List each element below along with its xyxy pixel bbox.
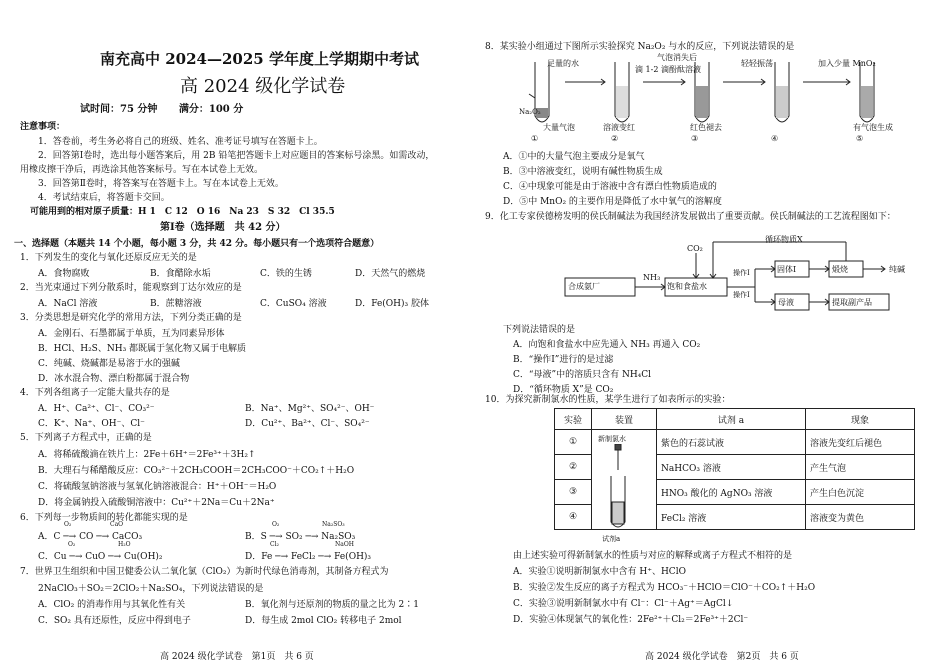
- q1-option-d: D．天然气的燃烧: [355, 269, 426, 279]
- q2-option-a: A．NaCl 溶液: [38, 299, 98, 309]
- q6-option-c: C．Cu ─→ CuO ─→ Cu(OH)₂: [38, 552, 163, 562]
- q9-option-a: A．向饱和食盐水中应先通入 NH₃ 再通入 CO₂: [513, 340, 701, 350]
- q7-option-b: B．氧化剂与还原剂的物质的量之比为 2∶1: [245, 600, 419, 610]
- q8-label: ①: [531, 134, 539, 143]
- q8-label: ④: [771, 134, 779, 143]
- q9-flow-label: 纯碱: [889, 265, 905, 274]
- q8-label: 红色褪去: [690, 123, 722, 132]
- q5-option-c: C．将硫酸氢钠溶液与氢氧化钠溶液混合：H⁺＋OH⁻＝H₂O: [38, 482, 277, 492]
- q8-label: 加入少量 MnO₂: [818, 59, 876, 68]
- q1-option-c: C．铁的生锈: [260, 269, 312, 279]
- page-footer: 高 2024 级化学试卷 第1页 共 6 页: [160, 652, 314, 662]
- q6-arrow-label: O₂: [64, 521, 72, 528]
- q10-experiment-table: [554, 408, 915, 543]
- question-2: 2．当光束通过下列分散系时，能观察到丁达尔效应的是: [20, 283, 242, 293]
- note-line: 2．回答第Ⅰ卷时，选出每小题答案后，用 2B 铅笔把答题卡上对应题目的答案标号涂黑。如需改动，: [38, 151, 435, 161]
- table-cell: 溶液变为黄色: [806, 505, 915, 530]
- q8-label: 足量的水: [547, 59, 579, 68]
- q9-flow-box: 母液: [778, 298, 794, 307]
- q8-option-b: B．③中溶液变红，说明有碱性物质生成: [503, 167, 663, 177]
- table-cell: 产生白色沉淀: [806, 480, 915, 505]
- table-cell: 溶液先变红后褪色: [806, 430, 915, 455]
- dropper-tube-icon: [596, 444, 646, 534]
- exam-score: 满分：100 分: [178, 104, 244, 115]
- question-1: 1．下列发生的变化与氧化还原反应无关的是: [20, 253, 197, 263]
- device-label: 新制氯水: [598, 435, 626, 443]
- atomic-masses: 可能用到的相对原子质量：H 1 C 12 O 16 Na 23 S 32 Cl 35.5: [30, 207, 335, 217]
- q6-arrow-label: CaO: [110, 521, 124, 528]
- device-cell: [592, 430, 657, 543]
- q7-equation: 2NaClO₃＋SO₂＝2ClO₂＋Na₂SO₄，下列说法错误的是: [38, 584, 264, 594]
- q10-question: 由上述实验可得新制氯水的性质与对应的解释或离子方程式不相符的是: [513, 551, 793, 561]
- q3-option-a: A．金刚石、石墨都属于单质，互为同素异形体: [38, 329, 225, 339]
- table-cell: ③: [555, 480, 592, 505]
- q6-option-d: D．Fe ─→ FeCl₂ ─→ Fe(OH)₃: [245, 552, 372, 562]
- q5-option-b: B．大理石与稀醋酸反应：CO₃²⁻＋2CH₃COOH＝2CH₃COO⁻＋CO₂↑＋H₂O: [38, 466, 355, 476]
- table-cell: NaHCO₃ 溶液: [657, 455, 806, 480]
- table-cell: ④: [555, 505, 592, 530]
- q9-option-b: B．“操作Ⅰ”进行的是过滤: [513, 355, 614, 365]
- table-header: 现象: [806, 409, 915, 430]
- q6-arrow-label: NaOH: [335, 541, 354, 548]
- q8-label: ⑤: [856, 134, 864, 143]
- q8-label: 轻轻振荡: [741, 59, 773, 68]
- q6-option-b: B．S ─→ SO₂ ─→ Na₂SO₃: [245, 532, 356, 542]
- exam-meta: [80, 100, 261, 115]
- q3-option-c: C．纯碱、烧碱都是易溶于水的强碱: [38, 359, 180, 369]
- q3-option-d: D．冰水混合物、漂白粉都属于混合物: [38, 374, 190, 384]
- q9-option-d: D．“循环物质 X”是 CO₂: [513, 385, 614, 395]
- q9-flow-box: 提取副产品: [832, 298, 872, 307]
- table-header: 实验: [555, 409, 592, 430]
- q3-option-b: B．HCl、H₂S、NH₃ 都既属于氢化物又属于电解质: [38, 344, 247, 354]
- q8-label: Na₂O₂: [519, 108, 541, 116]
- q9-option-c: C．“母液”中的溶质只含有 NH₄Cl: [513, 370, 652, 380]
- q6-arrow-label: O₂: [68, 541, 76, 548]
- right-column: [475, 0, 930, 671]
- left-column: [0, 0, 455, 671]
- question-10: 10．为探究新制氯水的性质，某学生进行了如表所示的实验：: [485, 395, 731, 405]
- question-9: 9．化工专家侯德榜发明的侯氏制碱法为我国经济发展做出了重要贡献。侯氏制碱法的工艺流程图如下：: [485, 212, 896, 222]
- q9-flow-box: 饱和食盐水: [667, 282, 707, 291]
- table-cell: 产生气泡: [806, 455, 915, 480]
- q9-flow-label: CO₂: [687, 244, 703, 253]
- question-4: 4．下列各组离子一定能大量共存的是: [20, 388, 170, 398]
- section-instructions: 一、选择题（本题共 14 个小题，每小题 3 分，共 42 分。每小题只有一个选项符合题意）: [14, 239, 380, 249]
- exam-title: 南充高中 2024—2025 学年度上学期期中考试: [100, 50, 419, 68]
- q2-option-b: B．蔗糖溶液: [150, 299, 202, 309]
- q6-option-a: A．C ─→ CO ─→ CaCO₃: [38, 532, 143, 542]
- q10-option-b: B．实验②发生反应的离子方程式为 HCO₃⁻＋HClO＝ClO⁻＋CO₂↑＋H₂O: [513, 583, 816, 593]
- q10-option-c: C．实验③说明新制氯水中有 Cl⁻：Cl⁻＋Ag⁺＝AgCl↓: [513, 599, 734, 609]
- exam-time: 试时间：75 分钟: [80, 104, 158, 115]
- q8-label: ②: [611, 134, 619, 143]
- q9-flow-label: NH₃: [643, 273, 661, 282]
- q10-option-d: D．实验④体现氯气的氧化性：2Fe²⁺＋Cl₂＝2Fe³⁺＋2Cl⁻: [513, 615, 749, 625]
- exam-subtitle: 高 2024 级化学试卷: [180, 76, 346, 97]
- q5-option-a: A．将稀硫酸滴在铁片上：2Fe＋6H⁺＝2Fe³⁺＋3H₂↑: [38, 450, 256, 460]
- q1-option-a: A．食物腐败: [38, 269, 90, 279]
- q8-option-d: D．⑤中 MnO₂ 的主要作用是降低了水中氧气的溶解度: [503, 197, 722, 207]
- table-header: 试剂 a: [657, 409, 806, 430]
- q4-option-b: B．Na⁺、Mg²⁺、SO₄²⁻、OH⁻: [245, 404, 375, 414]
- question-8: 8．某实验小组通过下图所示实验探究 Na₂O₂ 与水的反应，下列说法错误的是: [485, 42, 795, 52]
- question-6: 6．下列每一步物质间的转化都能实现的是: [20, 513, 188, 523]
- q8-option-c: C．④中现象可能是由于溶液中含有漂白性物质造成的: [503, 182, 717, 192]
- q9-flow-box: 煅烧: [832, 265, 848, 274]
- q9-flow-label: 操作Ⅰ: [733, 291, 750, 299]
- note-line: 3．回答第Ⅱ卷时，将答案写在答题卡上。写在本试卷上无效。: [38, 179, 284, 189]
- q9-question: 下列说法错误的是: [503, 325, 576, 335]
- q8-label: 溶液变红: [603, 123, 635, 132]
- q9-flow-box: 固体Ⅰ: [777, 265, 797, 274]
- q5-option-d: D．将金属钠投入硫酸铜溶液中：Cu²⁺＋2Na＝Cu＋2Na⁺: [38, 498, 275, 508]
- note-line: 4．考试结束后，将答题卡交回。: [38, 193, 170, 203]
- q9-flow-label: 操作Ⅰ: [733, 269, 750, 277]
- q10-option-a: A．实验①说明新制氯水中含有 H⁺、HClO: [513, 567, 686, 577]
- question-5: 5．下列离子方程式中，正确的是: [20, 433, 152, 443]
- q4-option-d: D．Cu²⁺、Ba²⁺、Cl⁻、SO₄²⁻: [245, 419, 370, 429]
- q1-option-b: B．食醋除水垢: [150, 269, 211, 279]
- q8-label: 气泡消失后: [657, 53, 697, 62]
- q8-option-a: A．①中的大量气泡主要成分是氧气: [503, 152, 645, 162]
- q6-arrow-label: Na₂SO₃: [322, 521, 345, 528]
- table-cell: HNO₃ 酸化的 AgNO₃ 溶液: [657, 480, 806, 505]
- section-title: 第Ⅰ卷（选择题 共 42 分）: [160, 222, 286, 233]
- note-line: 1．答卷前，考生务必将自己的班级、姓名、准考证号填写在答题卡上。: [38, 137, 323, 147]
- table-cell: ①: [555, 430, 592, 455]
- q4-option-a: A．H⁺、Ca²⁺、Cl⁻、CO₃²⁻: [38, 404, 155, 414]
- page-footer: 高 2024 级化学试卷 第2页 共 6 页: [645, 652, 799, 662]
- device-label: 试剂a: [602, 535, 621, 543]
- note-line: 用橡皮擦干净后，再选涂其他答案标号。写在本试卷上无效。: [20, 165, 264, 175]
- q2-option-c: C．CuSO₄ 溶液: [260, 299, 327, 309]
- notes-heading: 注意事项：: [20, 122, 66, 132]
- table-cell: ②: [555, 455, 592, 480]
- q7-option-c: C．SO₂ 具有还原性，反应中得到电子: [38, 616, 191, 626]
- q9-flow-box: 合成氨厂: [568, 282, 600, 291]
- q2-option-d: D．Fe(OH)₃ 胶体: [355, 299, 430, 309]
- q4-option-c: C．K⁺、Na⁺、OH⁻、Cl⁻: [38, 419, 145, 429]
- table-cell: 紫色的石蕊试液: [657, 430, 806, 455]
- q9-flow-label: 循环物质X: [765, 235, 803, 244]
- question-3: 3．分类思想是研究化学的常用方法，下列分类正确的是: [20, 313, 242, 323]
- table-cell: FeCl₂ 溶液: [657, 505, 806, 530]
- q7-option-a: A．ClO₂ 的消毒作用与其氧化性有关: [38, 600, 186, 610]
- table-header: 装置: [592, 409, 657, 430]
- q8-label: 大量气泡: [543, 123, 575, 132]
- table-row: [555, 430, 915, 455]
- q8-label: 滴 1-2 滴酚酞溶液: [635, 65, 701, 74]
- q6-arrow-label: H₂O: [118, 541, 131, 548]
- q6-arrow-label: Cl₂: [270, 541, 279, 548]
- q6-arrow-label: O₂: [272, 521, 280, 528]
- q8-label: 有气泡生成: [853, 123, 893, 132]
- q8-label: ③: [691, 134, 699, 143]
- question-7: 7．世界卫生组织和中国卫健委公认二氧化氯（ClO₂）为新时代绿色消毒剂，其制备方程式为: [20, 567, 389, 577]
- q7-option-d: D．每生成 2mol ClO₂ 转移电子 2mol: [245, 616, 402, 626]
